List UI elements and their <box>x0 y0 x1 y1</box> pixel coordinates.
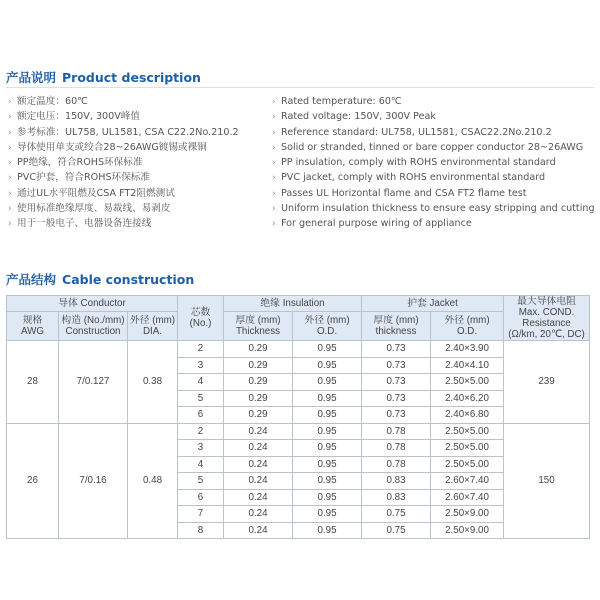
jk-thickness-cell: 0.73 <box>362 407 431 424</box>
header-max-resistance: 最大导体电阻 Max. COND. Resistance (Ω/km, 20℃, DC) <box>504 296 590 341</box>
list-item-text: 导体使用单支或绞合28~26AWG镀锡或裸铜 <box>17 141 207 153</box>
jk-thickness-cell: 0.75 <box>362 522 431 539</box>
header-ins-od: 外径 (mm) O.D. <box>293 312 362 341</box>
chevron-right-icon: › <box>8 142 12 153</box>
header-jacket: 护套 Jacket <box>362 296 504 312</box>
description-list-en <box>272 94 597 232</box>
awg-cell: 26 <box>7 423 59 539</box>
list-item <box>8 170 278 185</box>
list-item <box>272 155 597 170</box>
dia-cell: 0.48 <box>128 423 178 539</box>
ins-thickness-cell: 0.29 <box>224 357 293 374</box>
jk-od-cell: 2.40×6.80 <box>431 407 504 424</box>
ins-thickness-cell: 0.29 <box>224 374 293 391</box>
cores-cell: 3 <box>178 440 224 457</box>
list-item-text: Passes UL Horizontal flame and CSA FT2 flame test <box>281 187 527 199</box>
jk-od-cell: 2.50×5.00 <box>431 423 504 440</box>
title-zh: 产品说明 <box>6 70 57 85</box>
dia-cell: 0.38 <box>128 341 178 424</box>
list-item <box>8 94 278 109</box>
jk-thickness-cell: 0.83 <box>362 489 431 506</box>
jk-od-cell: 2.50×5.00 <box>431 440 504 457</box>
jk-od-cell: 2.40×3.90 <box>431 341 504 358</box>
list-item <box>272 125 597 140</box>
resistance-cell: 150 <box>504 423 590 539</box>
list-item-text: 用于一般电子、电器设备连接线 <box>17 218 152 230</box>
cores-cell: 3 <box>178 357 224 374</box>
list-item <box>272 94 597 109</box>
jk-thickness-cell: 0.73 <box>362 341 431 358</box>
list-item-text: 参考标准：UL758, UL1581, CSA C22.2No.210.2 <box>17 126 239 138</box>
table-body <box>7 341 590 539</box>
ins-od-cell: 0.95 <box>293 390 362 407</box>
cores-cell: 7 <box>178 506 224 523</box>
chevron-right-icon: › <box>8 219 12 230</box>
header-insulation: 绝缘 Insulation <box>224 296 362 312</box>
header-cores: 芯数 (No.) <box>178 296 224 341</box>
list-item <box>8 201 278 216</box>
cable-construction-title <box>6 270 194 288</box>
list-item <box>8 140 278 155</box>
list-item-text: Rated voltage: 150V, 300V Peak <box>281 111 436 123</box>
jk-od-cell: 2.50×5.00 <box>431 374 504 391</box>
list-item-text: PVC护套，符合ROHS环保标准 <box>17 172 150 184</box>
ins-thickness-cell: 0.24 <box>224 489 293 506</box>
jk-thickness-cell: 0.73 <box>362 374 431 391</box>
ins-od-cell: 0.95 <box>293 407 362 424</box>
chevron-right-icon: › <box>8 173 12 184</box>
list-item <box>272 216 597 231</box>
jk-od-cell: 2.40×6.20 <box>431 390 504 407</box>
title-zh: 产品结构 <box>6 272 57 287</box>
chevron-right-icon: › <box>272 204 276 215</box>
jk-thickness-cell: 0.83 <box>362 473 431 490</box>
ins-thickness-cell: 0.24 <box>224 522 293 539</box>
chevron-right-icon: › <box>272 188 276 199</box>
title-en: Product description <box>62 70 201 85</box>
cores-cell: 5 <box>178 390 224 407</box>
ins-od-cell: 0.95 <box>293 440 362 457</box>
chevron-right-icon: › <box>272 219 276 230</box>
list-item <box>8 186 278 201</box>
cores-cell: 5 <box>178 473 224 490</box>
description-list-zh <box>8 94 278 232</box>
header-awg: 规格 AWG <box>7 312 59 341</box>
list-item <box>272 201 597 216</box>
ins-od-cell: 0.95 <box>293 489 362 506</box>
list-item-text: 额定电压：150V, 300V峰值 <box>17 111 141 123</box>
ins-od-cell: 0.95 <box>293 423 362 440</box>
header-ins-thickness: 厚度 (mm) Thickness <box>224 312 293 341</box>
list-item <box>8 125 278 140</box>
table-row <box>7 423 590 440</box>
ins-thickness-cell: 0.24 <box>224 506 293 523</box>
jk-od-cell: 2.60×7.40 <box>431 489 504 506</box>
header-conductor: 导体 Conductor <box>7 296 178 312</box>
list-item-text: Rated temperature: 60℃ <box>281 96 402 107</box>
list-item-text: PVC jacket, comply with ROHS environmental standard <box>281 172 546 184</box>
jk-od-cell: 2.50×9.00 <box>431 506 504 523</box>
chevron-right-icon: › <box>272 173 276 184</box>
list-item-text: Uniform insulation thickness to ensure easy stripping and cutting <box>281 203 595 215</box>
jk-od-cell: 2.40×4.10 <box>431 357 504 374</box>
ins-thickness-cell: 0.29 <box>224 390 293 407</box>
awg-cell: 28 <box>7 341 59 424</box>
list-item-text: Reference standard: UL758, UL1581, CSAC22.2No.210.2 <box>281 126 552 138</box>
header-construction: 构造 (No./mm) Construction <box>59 312 128 341</box>
divider <box>6 87 594 88</box>
header-jk-thickness: 厚度 (mm) thickness <box>362 312 431 341</box>
jk-od-cell: 2.50×9.00 <box>431 522 504 539</box>
chevron-right-icon: › <box>272 127 276 138</box>
cores-cell: 8 <box>178 522 224 539</box>
jk-od-cell: 2.50×5.00 <box>431 456 504 473</box>
chevron-right-icon: › <box>8 158 12 169</box>
cores-cell: 2 <box>178 423 224 440</box>
chevron-right-icon: › <box>272 112 276 123</box>
header-jk-od: 外径 (mm) O.D. <box>431 312 504 341</box>
list-item-text: For general purpose wiring of appliance <box>281 218 472 230</box>
list-item-text: PP insulation, comply with ROHS environmental standard <box>281 157 556 169</box>
jk-od-cell: 2.60×7.40 <box>431 473 504 490</box>
list-item <box>272 186 597 201</box>
chevron-right-icon: › <box>272 158 276 169</box>
table-row <box>7 341 590 358</box>
list-item <box>272 170 597 185</box>
cores-cell: 4 <box>178 374 224 391</box>
cores-cell: 4 <box>178 456 224 473</box>
title-en: Cable construction <box>62 272 195 287</box>
ins-thickness-cell: 0.29 <box>224 341 293 358</box>
ins-od-cell: 0.95 <box>293 341 362 358</box>
chevron-right-icon: › <box>8 204 12 215</box>
construction-cell: 7/0.16 <box>59 423 128 539</box>
list-item <box>272 109 597 124</box>
cable-construction-table <box>6 295 590 539</box>
list-item-text: PP绝缘，符合ROHS环保标准 <box>17 157 143 169</box>
chevron-right-icon: › <box>8 188 12 199</box>
ins-thickness-cell: 0.24 <box>224 456 293 473</box>
cores-cell: 6 <box>178 407 224 424</box>
header-dia: 外径 (mm) DIA. <box>128 312 178 341</box>
ins-od-cell: 0.95 <box>293 456 362 473</box>
list-item-text: 通过UL水平阻燃及CSA FT2阻燃测试 <box>17 187 175 199</box>
list-item-text: 使用标准绝缘厚度、易裁线、易剥皮 <box>17 203 171 215</box>
construction-cell: 7/0.127 <box>59 341 128 424</box>
resistance-cell: 239 <box>504 341 590 424</box>
list-item <box>8 155 278 170</box>
jk-thickness-cell: 0.78 <box>362 423 431 440</box>
ins-thickness-cell: 0.24 <box>224 423 293 440</box>
jk-thickness-cell: 0.75 <box>362 506 431 523</box>
chevron-right-icon: › <box>272 97 276 107</box>
list-item <box>272 140 597 155</box>
jk-thickness-cell: 0.78 <box>362 456 431 473</box>
product-description-title <box>6 68 201 86</box>
list-item <box>8 216 278 231</box>
chevron-right-icon: › <box>8 112 12 123</box>
ins-thickness-cell: 0.24 <box>224 473 293 490</box>
ins-thickness-cell: 0.29 <box>224 407 293 424</box>
jk-thickness-cell: 0.73 <box>362 357 431 374</box>
cores-cell: 2 <box>178 341 224 358</box>
ins-od-cell: 0.95 <box>293 473 362 490</box>
ins-od-cell: 0.95 <box>293 357 362 374</box>
cores-cell: 6 <box>178 489 224 506</box>
jk-thickness-cell: 0.73 <box>362 390 431 407</box>
ins-od-cell: 0.95 <box>293 506 362 523</box>
ins-od-cell: 0.95 <box>293 522 362 539</box>
list-item <box>8 109 278 124</box>
chevron-right-icon: › <box>272 142 276 153</box>
jk-thickness-cell: 0.78 <box>362 440 431 457</box>
list-item-text: 额定温度：60℃ <box>17 96 88 107</box>
list-item-text: Solid or stranded, tinned or bare copper conductor 28~26AWG <box>281 141 584 153</box>
chevron-right-icon: › <box>8 127 12 138</box>
ins-thickness-cell: 0.24 <box>224 440 293 457</box>
chevron-right-icon: › <box>8 97 12 107</box>
ins-od-cell: 0.95 <box>293 374 362 391</box>
